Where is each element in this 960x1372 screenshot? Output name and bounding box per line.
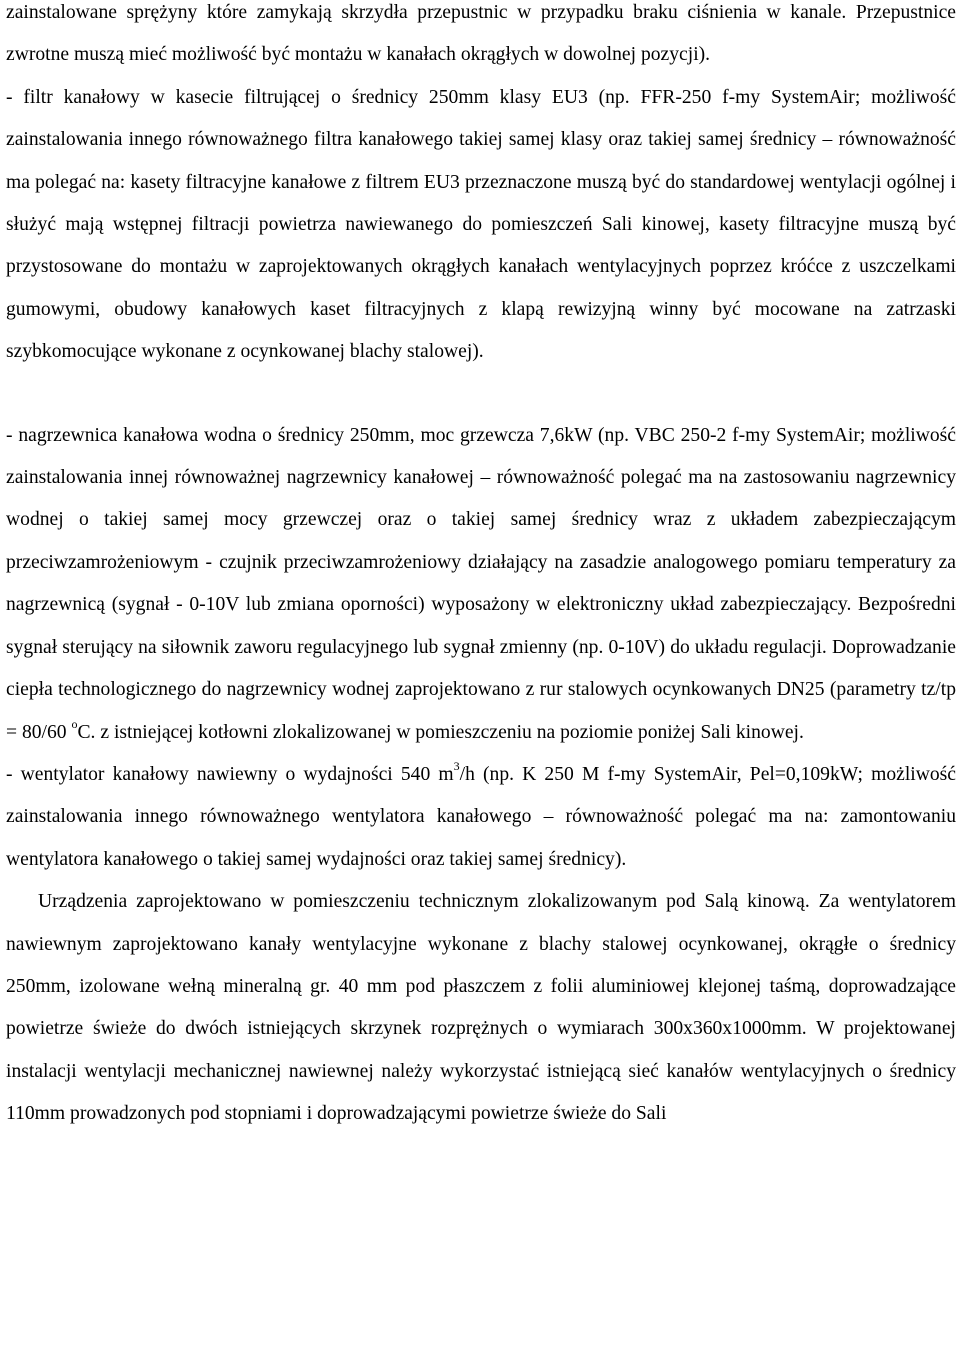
paragraph-fan <box>6 754 956 881</box>
degree-superscript: o <box>71 716 78 731</box>
document-page <box>6 0 956 1136</box>
paragraph-heater <box>6 415 956 754</box>
fan-text-end: /h (np. K 250 M f-my SystemAir, Pel=0,109kW; możliwość zainstalowania innego równoważnego wentylatora kanałowego – równoważność polegać ma na: zamontowaniu wentylatora kanałowego o takiej samej wydajności oraz takiej samej średnicy). <box>6 763 956 870</box>
paragraph-installation: Urządzenia zaprojektowano w pomieszczeniu technicznym zlokalizowanym pod Salą kinową. Za wentylatorem nawiewnym zaprojektowano kanały wentylacyjne wykonane z blachy stalowej ocynkowanej, okrągłe o średnicy 250mm, izolowane wełną mineralną gr. 40 mm pod płaszczem z folii aluminiowej klejonej taśmą, doprowadzające powietrze świeże do dwóch istniejących skrzynek rozprężnych o wymiarach 300x360x1000mm. W projektowanej instalacji wentylacji mechanicznej nawiewnej należy wykorzystać istniejącą sieć kanałów wentylacyjnych o średnicy 110mm prowadzonych pod stopniami i doprowadzającymi powietrze świeże do Sali <box>6 891 956 1125</box>
heater-text-end: C. z istniejącej kotłowni zlokalizowanej w pomieszczeniu na poziomie poniżej Sali kinowej. <box>77 721 804 743</box>
paragraph-gap <box>6 374 956 415</box>
heater-text: - nagrzewnica kanałowa wodna o średnicy 250mm, moc grzewcza 7,6kW (np. VBC 250-2 f-my SystemAir; możliwość zainstalowania innej równoważnej nagrzewnicy kanałowej – równoważność polegać ma na zastosowaniu nagrzewnicy wodnej o takiej samej mocy grzewczej oraz o takiej samej średnicy wraz z układem zabezpieczającym przeciwzamrożeniowym - czujnik przeciwzamrożeniowy działający na zasadzie analogowego pomiaru temperatury za nagrzewnicą (sygnał - 0-10V lub zmiana oporności) wyposażony w elektroniczny układ zabezpieczający. Bezpośredni sygnał sterujący na siłownik zaworu regulacyjnego lub sygnał zmienny (np. 0-10V) do układu regulacji. Doprowadzanie ciepła technologicznego do nagrzewnicy wodnej zaprojektowano z rur stalowych ocynkowanych DN25 (parametry tz/tp = 80/60 <box>6 424 956 743</box>
paragraph-dampers: zainstalowane sprężyny które zamykają skrzydła przepustnic w przypadku braku ciśnienia w kanale. Przepustnice zwrotne muszą mieć możliwość być montażu w kanałach okrągłych w dowolnej pozycji). <box>6 2 956 66</box>
paragraph-filter: - filtr kanałowy w kasecie filtrującej o średnicy 250mm klasy EU3 (np. FFR-250 f-my SystemAir; możliwość zainstalowania innego równoważnego filtra kanałowego takiej samej klasy oraz takiej samej średnicy – równoważność ma polegać na: kasety filtracyjne kanałowe z filtrem EU3 przeznaczone muszą być do standardowej wentylacji ogólnej i służyć mają wstępnej filtracji powietrza nawiewanego do pomieszczeń Sali kinowej, kasety filtracyjne muszą być przystosowane do montażu w zaprojektowanych okrągłych kanałach wentylacyjnych poprzez króćce z uszczelkami gumowymi, obudowy kanałowych kaset filtracyjnych z klapą rewizyjną winny być mocowane na zatrzaski szybkomocujące wykonane z ocynkowanej blachy stalowej). <box>6 86 956 363</box>
fan-text: - wentylator kanałowy nawiewny o wydajności 540 m <box>6 763 454 785</box>
cubic-superscript: 3 <box>453 759 460 774</box>
